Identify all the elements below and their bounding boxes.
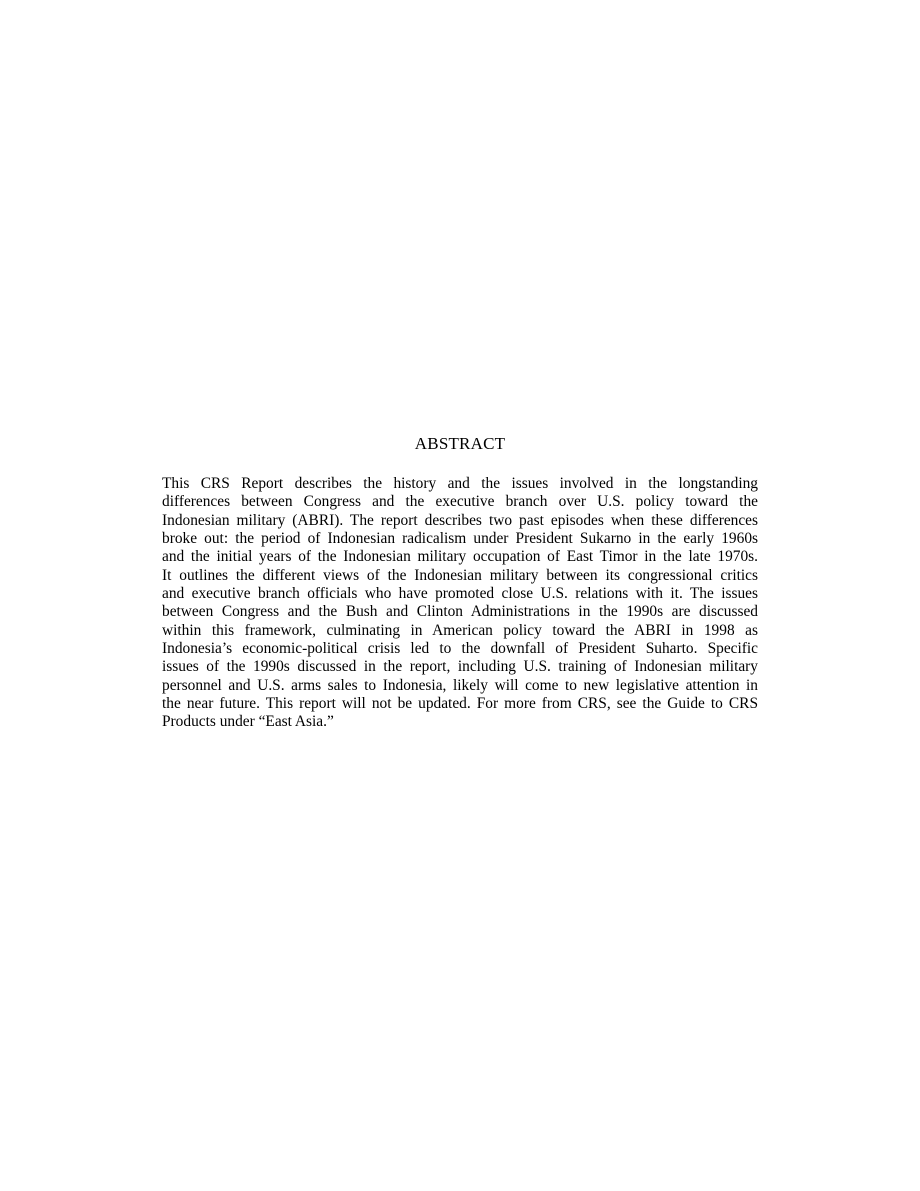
abstract-line: This CRS Report describes the history and the issues involved in the longstanding (162, 475, 758, 492)
abstract-line: the near future. This report will not be updated. For more from CRS, see the Guide to CRS (162, 694, 758, 712)
abstract-line: and executive branch officials who have promoted close U.S. relations with it. The issues (162, 584, 758, 602)
abstract-line: Indonesian military (ABRI). The report describes two past episodes when these differences (162, 511, 758, 529)
abstract-line: Indonesia’s economic-political crisis led to the downfall of President Suharto. Specific (162, 639, 758, 657)
abstract-paragraph (162, 475, 758, 732)
abstract-line: and the initial years of the Indonesian military occupation of East Timor in the late 1970s. (162, 548, 758, 566)
abstract-line: within this framework, culminating in American policy toward the ABRI in 1998 as (162, 621, 758, 639)
abstract-line: differences between Congress and the executive branch over U.S. policy toward the (162, 493, 758, 511)
abstract-heading: ABSTRACT (414, 434, 506, 453)
abstract-line: Products under “East Asia.” (162, 713, 334, 731)
abstract-line: personnel and U.S. arms sales to Indonesia, likely will come to new legislative attention in (162, 676, 758, 694)
abstract-line: It outlines the different views of the Indonesian military between its congressional critics (162, 566, 758, 584)
abstract-line: between Congress and the Bush and Clinton Administrations in the 1990s are discussed (162, 603, 758, 621)
abstract-line: broke out: the period of Indonesian radicalism under President Sukarno in the early 1960s (162, 529, 758, 547)
abstract-line: issues of the 1990s discussed in the report, including U.S. training of Indonesian military (162, 658, 758, 676)
